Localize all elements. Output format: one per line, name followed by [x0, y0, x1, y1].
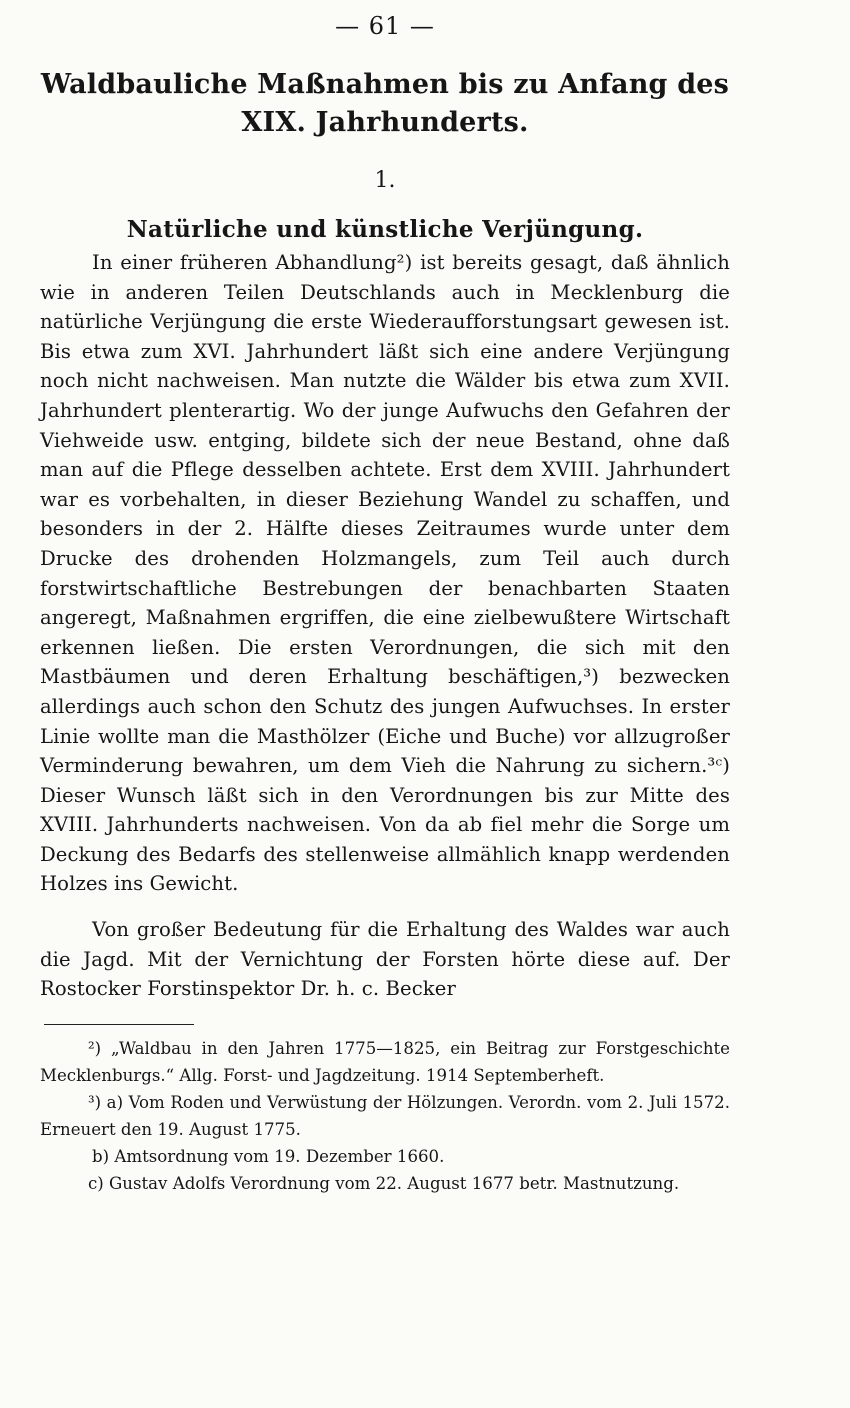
body-paragraph-2: Von großer Bedeutung für die Erhaltung des Waldes war auch die Jagd. Mit der Vernichtung der Forsten hörte diese auf. Der Rostocker Forstinspektor Dr. h. c. Becker: [40, 918, 730, 1001]
chapter-title-line-1: Waldbauliche Maßnahmen bis zu Anfang des: [40, 69, 730, 100]
book-page: [40, 8, 730, 1197]
chapter-title-line-2: XIX. Jahrhunderts.: [241, 107, 529, 138]
footnote-3a: ³) a) Vom Roden und Verwüstung der Hölzungen. Verordn. vom 2. Juli 1572. Erneuert den 19. August 1775.: [40, 1092, 730, 1139]
footnote-divider: [44, 1024, 194, 1025]
section-heading: Natürliche und künstliche Verjüngung.: [126, 216, 644, 243]
section-number: 1.: [374, 168, 396, 193]
page-number: — 61 —: [335, 12, 435, 40]
footnote-3c: c) Gustav Adolfs Verordnung vom 22. August 1677 betr. Mastnutzung.: [88, 1173, 680, 1193]
footnote-2: ²) „Waldbau in den Jahren 1775—1825, ein Beitrag zur Forstgeschichte Mecklenburgs.“ Allg. Forst- und Jagdzeitung. 1914 Septemberheft.: [40, 1038, 730, 1085]
chapter-title: [40, 66, 730, 142]
footnote-3b: b) Amtsordnung vom 19. Dezember 1660.: [92, 1146, 445, 1166]
body-paragraph-1: In einer früheren Abhandlung²) ist bereits gesagt, daß ähnlich wie in anderen Teilen Deutschlands auch in Mecklenburg die natürliche Verjüngung die erste Wiederaufforstungsart gewesen ist. Bis etwa zum XVI. Jahrhundert läßt sich eine andere Verjüngung noch nicht nachweisen. Man nutzte die Wälder bis etwa zum XVII. Jahrhundert plenterartig. Wo der junge Aufwuchs den Gefahren der Viehweide usw. entging, bildete sich der neue Bestand, ohne daß man auf die Pflege desselben achtete. Erst dem XVIII. Jahrhundert war es vorbehalten, in dieser Beziehung Wandel zu schaffen, und besonders in der 2. Hälfte dieses Zeitraumes wurde unter dem Drucke des drohenden Holzmangels, zum Teil auch durch forstwirtschaftliche Bestrebungen der benachbarten Staaten angeregt, Maßnahmen ergriffen, die eine zielbewußtere Wirtschaft erkennen ließen. Die ersten Verordnungen, die sich mit den Mastbäumen und deren Erhaltung beschäftigen,³) bezwecken allerdings auch schon den Schutz des jungen Aufwuchses. In erster Linie wollte man die Masthölzer (Eiche und Buche) vor allzugroßer Verminderung bewahren, um dem Vieh die Nahrung zu sichern.³ᶜ) Dieser Wunsch läßt sich in den Verordnungen bis zur Mitte des XVIII. Jahrhunderts nachweisen. Von da ab fiel mehr die Sorge um Deckung des Bedarfs des stellenweise allmählich knapp werdenden Holzes ins Gewicht.: [40, 251, 730, 896]
